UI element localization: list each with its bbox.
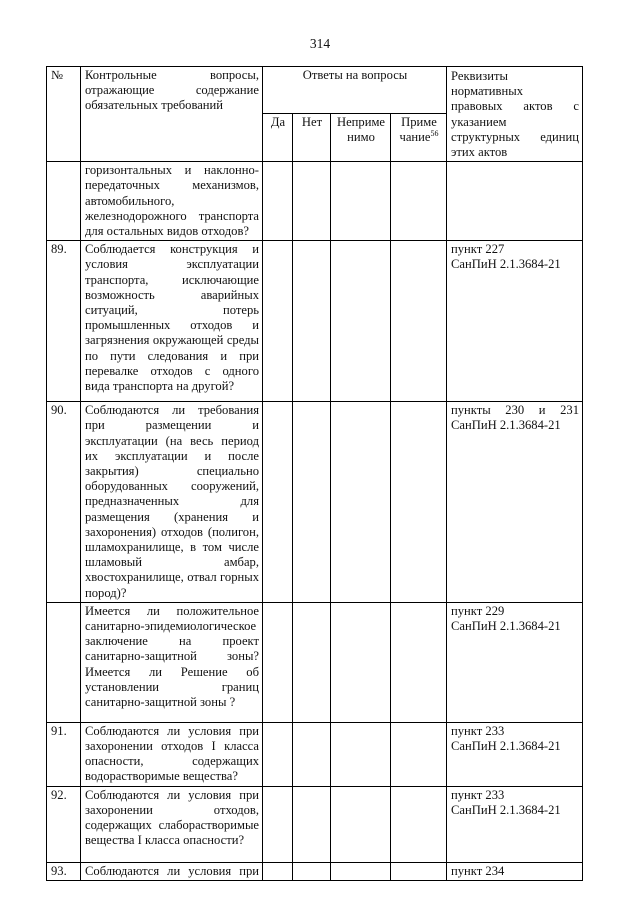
requisite-line: пункт 233 xyxy=(451,787,505,802)
header-req-line: этих актов xyxy=(451,145,508,160)
answer-note-cell[interactable] xyxy=(391,602,447,722)
row-requisites xyxy=(447,241,583,402)
answer-note-cell[interactable] xyxy=(391,402,447,603)
requisite-line: СанПиН 2.1.3684-21 xyxy=(451,418,561,433)
table-row xyxy=(47,402,583,603)
answer-yes-cell[interactable] xyxy=(263,162,293,241)
answer-no-cell[interactable] xyxy=(293,786,331,862)
answer-na-cell[interactable] xyxy=(331,402,391,603)
header-note-line: Приме xyxy=(401,114,437,129)
row-question: горизонтальных и наклонно-передаточных механизмов, автомобильного, железнодорожного транспорта для остальных видов отходов? xyxy=(81,162,263,241)
answer-na-cell[interactable] xyxy=(331,162,391,241)
header-questions-line: обязательных требований xyxy=(85,98,224,113)
row-requisites xyxy=(447,162,583,241)
answer-note-cell[interactable] xyxy=(391,162,447,241)
header-req-line: указанием xyxy=(451,114,507,129)
answer-no-cell[interactable] xyxy=(293,241,331,402)
answer-na-cell[interactable] xyxy=(331,602,391,722)
row-number xyxy=(47,162,81,241)
answer-note-cell[interactable] xyxy=(391,786,447,862)
header-na-line: Неприме xyxy=(336,114,386,129)
header-no: Нет xyxy=(293,113,331,162)
row-requisites xyxy=(447,602,583,722)
row-requisites xyxy=(447,402,583,603)
header-answers: Ответы на вопросы xyxy=(263,67,447,114)
row-question: Соблюдаются ли условия при захоронении отходов, содержащих слаборастворимые вещества I класса опасности? xyxy=(81,786,263,862)
header-num: № xyxy=(47,67,81,162)
row-number: 91. xyxy=(47,722,81,786)
row-requisites xyxy=(447,786,583,862)
header-yes: Да xyxy=(263,113,293,162)
answer-na-cell[interactable] xyxy=(331,241,391,402)
row-question: Имеется ли положительное санитарно-эпидемиологическое заключение на проект санитарно-защитной зоны? Имеется ли Решение об установлении границ санитарно-защитной зоны ? xyxy=(81,602,263,722)
header-req-line: нормативных xyxy=(451,84,523,99)
row-question: Соблюдаются ли условия при захоронении отходов I класса опасности, содержащих водорастворимые вещества? xyxy=(81,722,263,786)
row-number: 93. xyxy=(47,862,81,880)
table-row xyxy=(47,862,583,880)
row-question: Соблюдаются ли условия при xyxy=(81,862,263,880)
header-questions-line: отражающие содержание xyxy=(85,83,259,98)
answer-na-cell[interactable] xyxy=(331,862,391,880)
answer-note-cell[interactable] xyxy=(391,241,447,402)
row-question: Соблюдаются ли требования при размещении и эксплуатации (на весь период их эксплуатации и после закрытия) специально оборудованных сооружений, предназначенных для размещения (хранения и захоронения) отходов (полигон, шламохранилище, в том числе шламовый амбар, хвостохранилище, отвал горных пород)? xyxy=(81,402,263,603)
requisite-line: пункт 229 xyxy=(451,603,505,618)
header-not-applicable xyxy=(331,113,391,162)
header-questions xyxy=(81,67,263,162)
requisite-line: пункт 233 xyxy=(451,723,505,738)
answer-na-cell[interactable] xyxy=(331,786,391,862)
requisite-line: пункт 227 xyxy=(451,242,505,257)
answer-yes-cell[interactable] xyxy=(263,402,293,603)
row-number xyxy=(47,602,81,722)
header-questions-line: Контрольные вопросы, xyxy=(85,68,259,82)
answer-yes-cell[interactable] xyxy=(263,722,293,786)
header-note-text: чание xyxy=(399,129,431,144)
requisite-line: СанПиН 2.1.3684-21 xyxy=(451,619,561,634)
answer-yes-cell[interactable] xyxy=(263,862,293,880)
table-row xyxy=(47,722,583,786)
answer-no-cell[interactable] xyxy=(293,602,331,722)
header-note-line xyxy=(395,130,443,145)
row-question: Соблюдается конструкция и условия эксплуатации транспорта, исключающие возможность аварийных ситуаций, потерь промышленных отходов и загрязнения окружающей среды по пути следования и при перевалке отходов с одного вида транспорта на другой? xyxy=(81,241,263,402)
row-number: 90. xyxy=(47,402,81,603)
table-row xyxy=(47,162,583,241)
header-na-line: нимо xyxy=(347,129,375,144)
row-number: 89. xyxy=(47,241,81,402)
requisite-line: СанПиН 2.1.3684-21 xyxy=(451,802,561,817)
answer-note-cell[interactable] xyxy=(391,722,447,786)
answer-no-cell[interactable] xyxy=(293,162,331,241)
row-number: 92. xyxy=(47,786,81,862)
answer-na-cell[interactable] xyxy=(331,722,391,786)
header-requisites xyxy=(447,67,583,162)
answer-no-cell[interactable] xyxy=(293,722,331,786)
answer-note-cell[interactable] xyxy=(391,862,447,880)
header-req-line: Реквизиты xyxy=(451,69,508,83)
header-note xyxy=(391,113,447,162)
requisite-line: пункт 234 xyxy=(451,863,505,878)
requisite-line: пункты 230 и 231 xyxy=(451,403,580,418)
header-row xyxy=(47,67,583,114)
checklist-table xyxy=(46,66,583,881)
header-req-line: структурных единиц xyxy=(451,129,580,144)
table-row xyxy=(47,786,583,862)
answer-no-cell[interactable] xyxy=(293,402,331,603)
answer-no-cell[interactable] xyxy=(293,862,331,880)
requisite-line: СанПиН 2.1.3684-21 xyxy=(451,257,561,272)
requisite-line: СанПиН 2.1.3684-21 xyxy=(451,739,561,754)
page-number: 314 xyxy=(309,36,331,51)
header-note-footnote: 56 xyxy=(430,128,439,138)
answer-yes-cell[interactable] xyxy=(263,786,293,862)
answer-yes-cell[interactable] xyxy=(263,602,293,722)
table-row xyxy=(47,241,583,402)
answer-yes-cell[interactable] xyxy=(263,241,293,402)
table-row xyxy=(47,602,583,722)
header-req-line: правовых актов с xyxy=(451,99,580,114)
row-requisites xyxy=(447,862,583,880)
row-requisites xyxy=(447,722,583,786)
